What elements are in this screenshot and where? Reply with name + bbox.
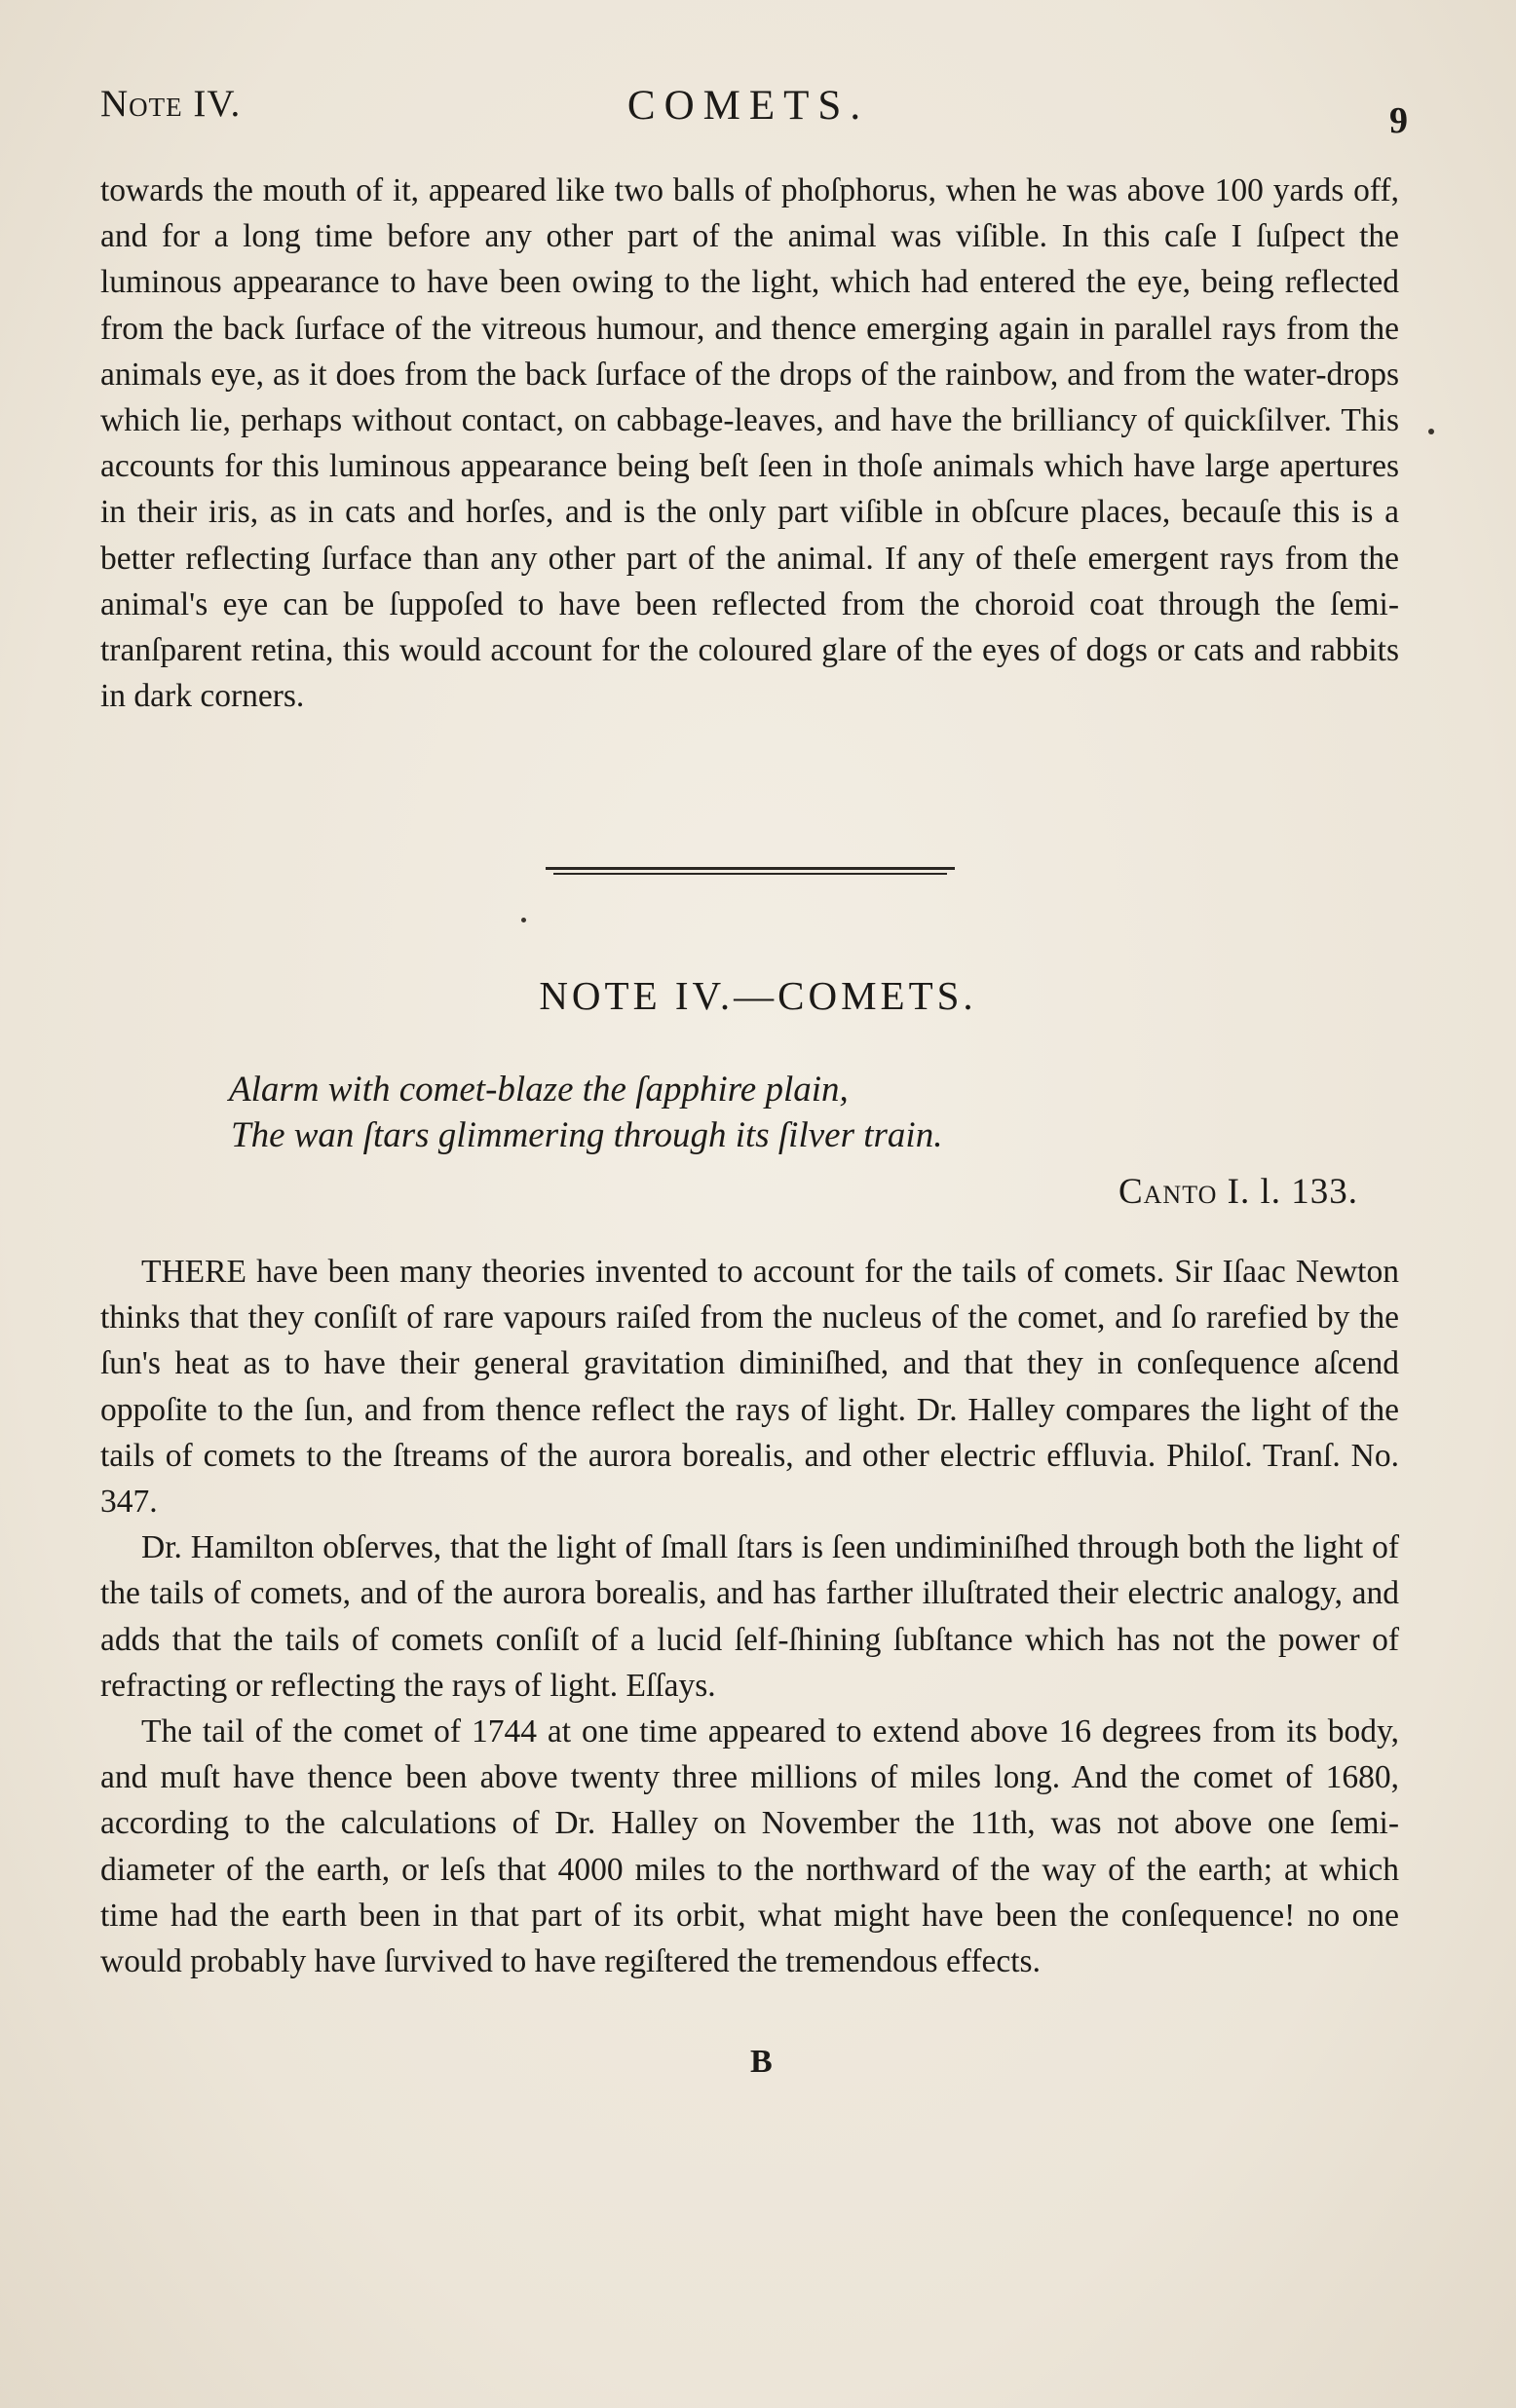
divider-line-thick bbox=[546, 867, 955, 870]
paragraph-comet-tail: The tail of the comet of 1744 at one time appeared to extend above 16 degrees from its body, and muſt have thence been above twenty three millions of miles long. And the comet of 1680, according to the calculations of Dr. Halley on November the 11th, was not above one ſemi-diameter of the earth, or leſs that 4000 miles to the northward of the way of the earth; at which time had the earth been in that part of its orbit, what might have been the conſequence! no one would probably have ſurvived to have regiſtered the tremendous effects. bbox=[100, 1713, 1399, 1980]
running-head-title: COMETS. bbox=[626, 83, 870, 129]
running-head-note: Note IV. bbox=[100, 83, 242, 125]
note-body bbox=[100, 1249, 1399, 1984]
running-head bbox=[100, 76, 1408, 141]
verse-citation bbox=[1118, 1171, 1358, 1213]
ink-speck bbox=[521, 918, 526, 922]
continued-paragraph bbox=[100, 168, 1399, 719]
paragraph-theories: THERE have been many theories invented to account for the tails of comets. Sir Iſaac Newton thinks that they conſiſt of rare vapours raiſed from the nucleus of the comet, and ſo rarefied by the ſun's heat as to have their general gravitation diminiſhed, and that they in conſequence aſcend oppoſite to the ſun, and from thence reflect the rays of light. Dr. Halley compares the light of the tails of comets to the ſtreams of the aurora borealis, and other electric effluvia. Philoſ. Tranſ. No. 347. bbox=[100, 1254, 1399, 1521]
citation-canto: Canto bbox=[1118, 1172, 1218, 1212]
paragraph-top: towards the mouth of it, appeared like two balls of phoſphorus, when he was above 100 yards off, and for a long time before any other part of the animal was viſible. In this caſe I ſuſpect the luminous appearance to have been owing to the light, which had entered the eye, being reflected from the back ſurface of the vitreous humour, and thence emerging again in parallel rays from the animals eye, as it does from the back ſurface of the drops of the rainbow, and from the water-drops which lie, perhaps without contact, on cabbage-leaves, and have the brilliancy of quickſilver. This accounts for this luminous appearance being beſt ſeen in thoſe animals which have large apertures in their iris, as in cats and horſes, and is the only part viſible in obſcure places, becauſe this is a better reflecting ſurface than any other part of the animal. If any of theſe emergent rays from the animal's eye can be ſuppoſed to have been reflected from the choroid coat through the ſemi-tranſparent retina, this would account for the coloured glare of the eyes of dogs or cats and rabbits in dark corners. bbox=[100, 172, 1399, 715]
citation-reference: I. l. 133. bbox=[1227, 1172, 1358, 1212]
paragraph-hamilton: Dr. Hamilton obſerves, that the light of ſmall ſtars is ſeen undiminiſhed through both the light of the tails of comets, and of the aurora borealis, and has farther illuſtrated their electric analogy, and adds that the tails of comets conſiſt of a lucid ſelf-ſhining ſubſtance which has not the power of refracting or reflecting the rays of light. Eſſays. bbox=[100, 1529, 1399, 1704]
note-heading: NOTE IV.—COMETS. bbox=[539, 973, 977, 1018]
section-divider-rule bbox=[546, 867, 955, 877]
ink-speck bbox=[1428, 429, 1434, 434]
verse-line-1: Alarm with comet-blaze the ſapphire plain, bbox=[229, 1070, 849, 1110]
signature-mark: B bbox=[750, 2044, 773, 2080]
verse-epigraph bbox=[229, 1067, 942, 1158]
page-number: 9 bbox=[1389, 100, 1408, 141]
verse-line-2: The wan ſtars glimmering through its ſilver train. bbox=[231, 1115, 943, 1155]
divider-line-thin bbox=[553, 873, 947, 875]
